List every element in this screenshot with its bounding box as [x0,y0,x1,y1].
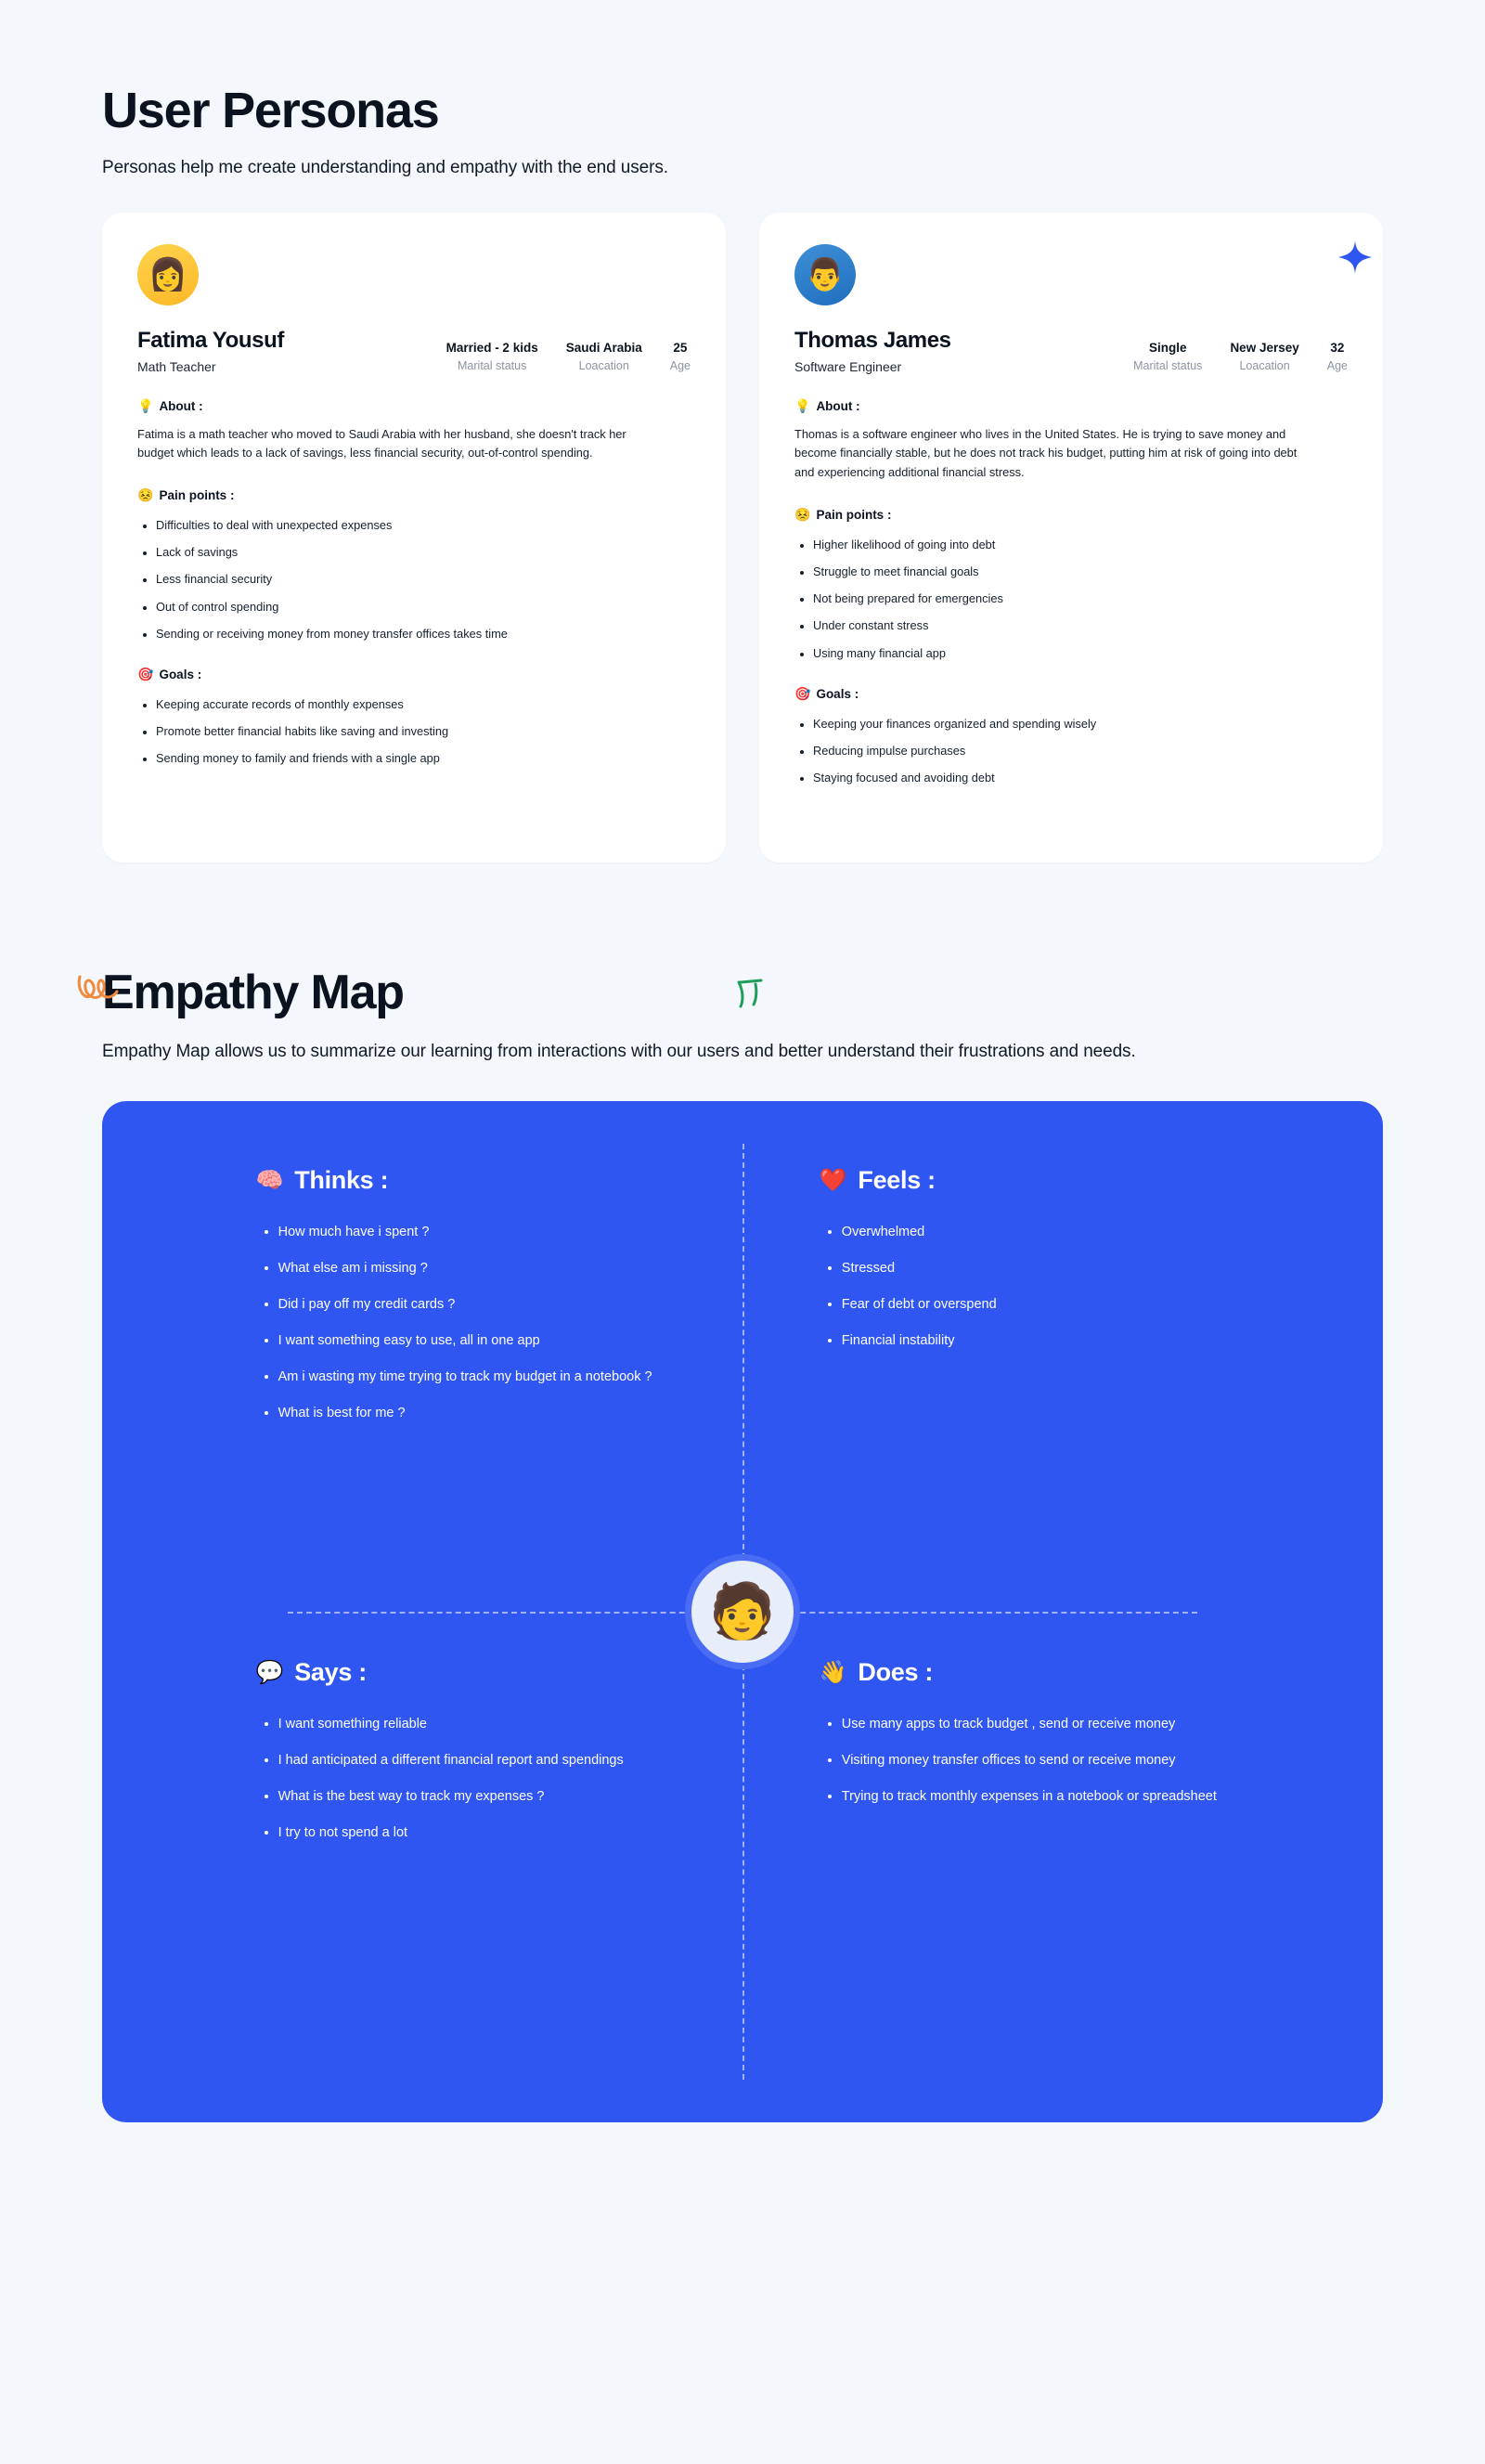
list-item: • I want something easy to use, all in one app [278,1331,668,1351]
pain-points-label: Pain points : [159,488,235,503]
fact-value: 32 [1330,340,1345,355]
list-item: • Not being prepared for emergencies [813,590,1348,607]
list-item: • Lack of savings [156,543,691,561]
list-item: • Higher likelihood of going into debt [813,536,1348,553]
persona-header [794,328,1348,374]
list-item: • Trying to track monthly expenses in a notebook or spreadsheet [842,1787,1232,1807]
fact-age [670,341,691,372]
empathy-title: Empathy Map [102,965,404,1019]
fact-marital-status [1133,341,1202,372]
list-item: • I try to not spend a lot [278,1823,668,1843]
about-label: About : [159,398,203,413]
list-item: • Am i wasting my time trying to track my budget in a notebook ? [278,1368,668,1387]
quadrant-list [256,1715,846,1843]
empathy-map-card [102,1101,1383,2122]
list-item: • I had anticipated a different financial report and spendings [278,1751,668,1770]
list-item: • Less financial security [156,570,691,588]
about-label: About : [816,398,860,413]
pain-points-block [137,487,691,642]
man-avatar-icon: 👨 [805,256,846,292]
persona-card-fatima [102,213,726,862]
about-text: Fatima is a math teacher who moved to Saudi Arabia with her husband, she doesn't track her budget which leads to a lack of savings, less financial security, out-of-control spending. [137,426,626,460]
list-item: • Financial instability [842,1331,1232,1351]
list-item: • Promote better financial habits like saving and investing [156,722,691,740]
quadrant-list [256,1223,846,1423]
goals-label: Goals : [816,686,859,701]
persona-facts [1133,341,1348,374]
lightbulb-icon: 💡 [137,397,154,413]
fact-value: Single [1149,340,1187,355]
list-item: • What is best for me ? [278,1404,668,1423]
list-item: • Staying focused and avoiding debt [813,769,1348,786]
persona-name: Fatima Yousuf [137,327,284,353]
quadrant-title: Says : [294,1658,367,1687]
fact-value: Saudi Arabia [565,340,642,355]
empathy-subtitle: Empathy Map allows us to summarize our learning from interactions with our users and better understand their frustrations and needs. [102,1041,1136,1061]
center-user-avatar [685,1554,800,1669]
persona-card-row [102,213,1383,862]
fact-label: Marital status [1133,358,1203,372]
pain-points-heading [137,487,691,503]
list-item: • Visiting money transfer offices to send or receive money [842,1751,1232,1770]
list-item: • I want something reliable [278,1715,668,1734]
about-block [794,398,1348,483]
fact-label: Loacation [1239,358,1290,372]
quadrant-title: Feels : [858,1166,936,1195]
list-item: • Fear of debt or overspend [842,1295,1232,1315]
quadrant-list [820,1715,1383,1807]
list-item: • Out of control spending [156,598,691,616]
pain-points-heading [794,507,1348,523]
quadrant-thinks [256,1166,846,1440]
list-item: • What is the best way to track my expenses ? [278,1787,668,1807]
goals-block [794,686,1348,787]
goals-list [137,695,691,768]
waving-hand-icon: 👋 [819,1660,847,1686]
fact-marital-status [446,341,538,372]
quadrant-heading [256,1166,846,1195]
persona-header [137,328,691,374]
distressed-face-icon: 😣 [137,487,154,503]
quadrant-does [820,1658,1383,1823]
about-heading [794,398,1348,414]
quadrant-title: Thinks : [294,1166,389,1195]
target-icon: 🎯 [794,685,811,701]
list-item: • Use many apps to track budget , send or receive money [842,1715,1232,1734]
heart-icon: ❤️ [819,1168,847,1194]
list-item: • Keeping your finances organized and spending wisely [813,715,1348,733]
list-item: • Overwhelmed [842,1223,1232,1242]
list-item: • Sending money to family and friends with a single app [156,749,691,767]
speech-bubble-icon: 💬 [255,1660,284,1686]
avatar [137,244,199,305]
avatar [794,244,856,305]
fact-label: Loacation [578,358,629,372]
fact-label: Age [669,358,691,372]
fact-age [1327,341,1348,372]
fact-location [566,341,642,372]
pain-points-list [794,536,1348,662]
quadrant-heading [820,1166,1383,1195]
list-item: • Under constant stress [813,616,1348,634]
list-item: • Using many financial app [813,644,1348,662]
pain-points-label: Pain points : [816,507,892,522]
fact-value: Married - 2 kids [446,340,538,355]
list-item: • What else am i missing ? [278,1259,668,1278]
pain-points-list [137,516,691,642]
brain-icon: 🧠 [255,1168,284,1194]
list-item: • Did i pay off my credit cards ? [278,1295,668,1315]
goals-heading [137,667,691,682]
target-icon: 🎯 [137,666,154,681]
about-heading [137,398,691,414]
fact-value: New Jersey [1230,340,1299,355]
section-user-personas [102,0,1383,862]
section-empathy-map [102,862,1383,2235]
woman-avatar-icon: 👩 [148,256,188,292]
list-item: • How much have i spent ? [278,1223,668,1242]
goals-label: Goals : [159,667,202,681]
list-item: • Sending or receiving money from money transfer offices takes time [156,625,691,642]
about-block [137,398,691,463]
list-item: • Keeping accurate records of monthly expenses [156,695,691,713]
goals-block [137,667,691,768]
quadrant-list [820,1223,1383,1351]
persona-role: Math Teacher [137,358,216,374]
quadrant-title: Does : [858,1658,934,1687]
list-item: • Stressed [842,1259,1232,1278]
persona-name: Thomas James [794,327,951,353]
distressed-face-icon: 😣 [794,506,811,522]
pain-points-block [794,507,1348,662]
goals-list [794,715,1348,787]
persona-facts [446,341,691,374]
goals-heading [794,686,1348,702]
persona-role: Software Engineer [794,358,902,374]
quadrant-feels [820,1166,1383,1368]
page-title: User Personas [102,83,439,138]
fact-label: Age [1326,358,1348,372]
list-item: • Reducing impulse purchases [813,742,1348,759]
quadrant-says [256,1658,846,1860]
fact-value: 25 [673,340,688,355]
quadrant-heading [820,1658,1383,1687]
fact-location [1230,341,1298,372]
fact-label: Marital status [458,358,527,372]
list-item: • Difficulties to deal with unexpected expenses [156,516,691,534]
lightbulb-icon: 💡 [794,397,811,413]
personas-subtitle: Personas help me create understanding and empathy with the end users. [102,158,668,177]
persona-card-thomas [759,213,1383,862]
person-avatar-icon: 🧑 [708,1581,777,1642]
about-text: Thomas is a software engineer who lives in the United States. He is trying to save money and become financially stable, but he does not track his budget, putting him at risk of going into debt and experiencing additional financial stress. [794,426,1298,480]
list-item: • Struggle to meet financial goals [813,563,1348,580]
